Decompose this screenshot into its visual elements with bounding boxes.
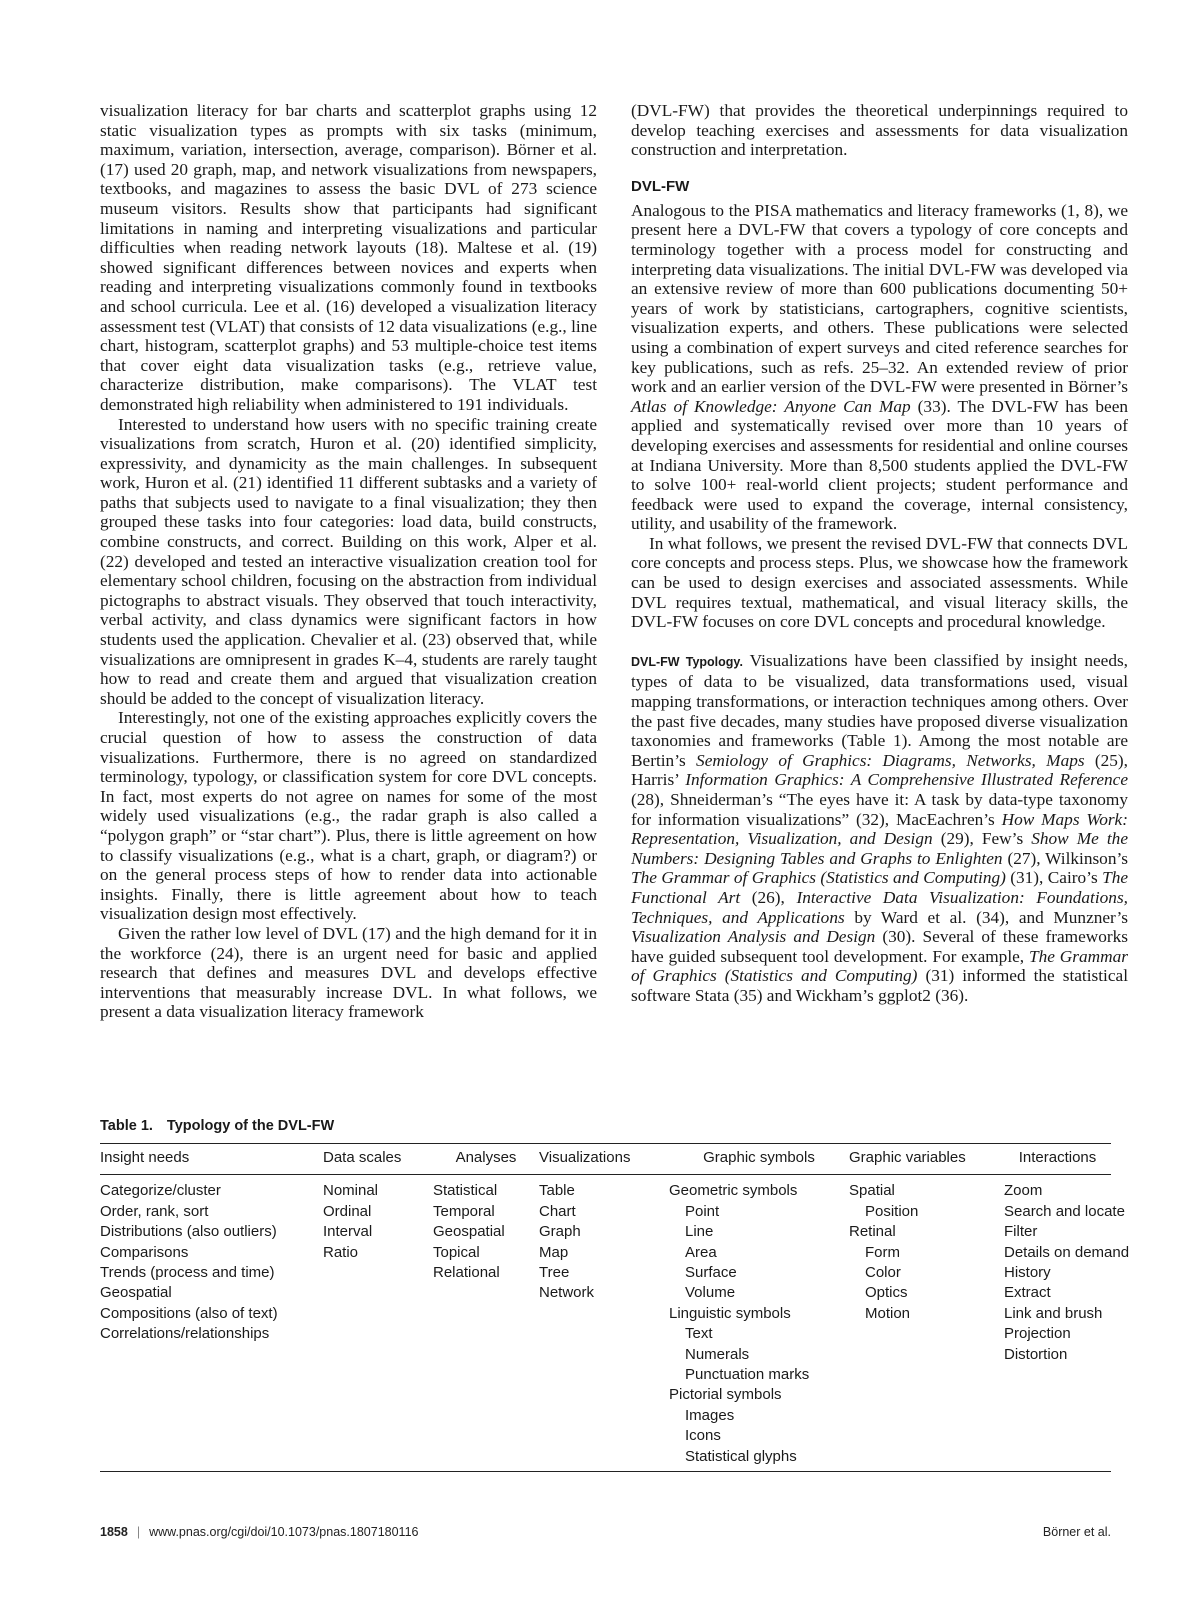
table-cell: Position xyxy=(865,1202,919,1220)
table-cell: Relational xyxy=(433,1264,500,1282)
table-cell: Temporal xyxy=(433,1202,495,1220)
typology-run-in-heading: DVL-FW Typology. xyxy=(631,654,743,669)
table-cell: Distributions (also outliers) xyxy=(100,1223,277,1241)
table-cell: Tree xyxy=(539,1264,570,1282)
header-visualizations: Visualizations xyxy=(539,1149,631,1166)
table-cell: Form xyxy=(865,1243,900,1261)
column-analyses xyxy=(433,1181,539,1467)
table-cell: Geometric symbols xyxy=(669,1182,798,1200)
table-cell: Order, rank, sort xyxy=(100,1202,209,1220)
column-graphic-symbols xyxy=(669,1181,849,1467)
right-column xyxy=(631,101,1128,1006)
table-cell: Map xyxy=(539,1243,569,1261)
table-cell: Spatial xyxy=(849,1182,895,1200)
table-cell: Color xyxy=(865,1264,901,1282)
table-cell: Linguistic symbols xyxy=(669,1304,791,1322)
table-caption xyxy=(100,1118,1111,1134)
table-cell: Trends (process and time) xyxy=(100,1264,275,1282)
table-cell: Ratio xyxy=(323,1243,359,1261)
table-cell: Pictorial symbols xyxy=(669,1386,782,1404)
page-number: 1858 xyxy=(100,1525,128,1539)
doi-link[interactable]: www.pnas.org/cgi/doi/10.1073/pnas.1807180116 xyxy=(149,1525,419,1539)
table-cell: Images xyxy=(685,1406,735,1424)
left-paragraph-3: Interestingly, not one of the existing approaches explicitly covers the crucial question of how to assess the construction of data visualizations. Furthermore, there is no agreed on standardized terminology, typology, or classification system for core DVL concepts. In fact, most experts do not agree on names for some of the most widely used visualizations (e.g., the radar graph is also called a “polygon graph” or “star chart”). Plus, there is little agreement on how to classify visualizations (e.g., what is a chart, graph, or diagram?) or on the general process steps of how to render data into actionable insights. Finally, there is little agreement about how to teach visualization design most effectively. xyxy=(100,708,597,924)
header-graphic-variables: Graphic variables xyxy=(849,1149,966,1166)
table-cell: Point xyxy=(685,1202,720,1220)
typology-paragraph: DVL-FW Typology. Visualizations have been classified by insight needs, types of data to be visualized, data transformations used, visual mapping transformations, or interaction techniques among others. Over the past five decades, many studies have proposed diverse visualization taxonomies and frameworks (Table 1). Among the most notable are Bertin’s Semiology of Graphics: Diagrams, Networks, Maps (25), Harris’ Information Graphics: A Comprehensive Illustrated Reference (28), Shneiderman’s “The eyes have it: A task by data-type taxonomy for information visualizations” (32), MacEachren’s How Maps Work: Representation, Visualization, and Design (29), Few’s Show Me the Numbers: Designing Tables and Graphs to Enlighten (27), Wilkinson’s The Grammar of Graphics (Statistics and Computing) (31), Cairo’s The Functional Art (26), Interactive Data Visualization: Foundations, Techniques, and Applications by Ward et al. (34), and Munzner’s Visualization Analysis and Design (30). Several of these frameworks have guided subsequent tool development. For example, The Grammar of Graphics (Statistics and Computing) (31) informed the statistical software Stata (35) and Wickham’s ggplot2 (36). xyxy=(631,650,1129,1005)
running-authors: Börner et al. xyxy=(1042,1525,1111,1539)
dvl-fw-paragraph-1: Analogous to the PISA mathematics and literacy frameworks (1, 8), we present here a DVL-FW that covers a typology of core concepts and terminology together with a process model for constructing and interpreting data visualizations. The initial DVL-FW was developed via an extensive review of more than 600 publications documenting 50+ years of work by statisticians, cartographers, cognitive scientists, visualization experts, and others. These publications were selected using a combination of expert surveys and cited reference searches for key publications, such as refs. 25–32. An extended review of prior work and an earlier version of the DVL-FW were presented in Börner’s Atlas of Knowledge: Anyone Can Map (33). The DVL-FW has been applied and systematically revised over more than 10 years of developing exercises and assessments for residential and online courses at Indiana University. More than 8,500 students applied the DVL-FW to solve 100+ real-world client projects; student performance and feedback were used to expand the coverage, internal consistency, utility, and usability of the framework. xyxy=(631,200,1129,534)
table-cell: Numerals xyxy=(685,1345,750,1363)
table-cell: Statistical glyphs xyxy=(685,1447,797,1465)
left-paragraph-2: Interested to understand how users with no specific training create visualizations from scratch, Huron et al. (20) identified simplicity, expressivity, and dynamicity as the main challenges. In subsequent work, Huron et al. (21) identified 11 different subtasks and a variety of paths that subjects used to navigate to a final visualization; they then grouped these tasks into four categories: load data, build constructs, combine constructs, and correct. Building on this work, Alper et al. (22) developed and tested an interactive visualization creation tool for elementary school children, focusing on the abstraction from individual pictographs to abstract visuals. They observed that touch interactivity, verbal activity, and class dynamics were significant factors in how students used the application. Chevalier et al. (23) observed that, while visualizations are omnipresent in grades K–4, students are rarely taught how to read and create them and argued that visualization creation should be added to the concept of visualization literacy. xyxy=(100,414,597,708)
section-heading-dvl-fw: DVL-FW xyxy=(631,177,690,195)
table-body xyxy=(100,1175,1130,1471)
left-paragraph-4: Given the rather low level of DVL (17) and the high demand for it in the workforce (24), there is an urgent need for basic and applied research that defines and measures DVL and develops effective interventions that measurably increase DVL. In what follows, we present a data visualization literacy framework xyxy=(100,923,597,1022)
table-cell: Motion xyxy=(865,1304,911,1322)
table-cell: Graph xyxy=(539,1223,581,1241)
table-cell: Table xyxy=(539,1182,575,1200)
table-cell: Area xyxy=(685,1243,717,1261)
table-cell: Chart xyxy=(539,1202,576,1220)
table-cell: Ordinal xyxy=(323,1202,372,1220)
table-cell: History xyxy=(1004,1264,1051,1282)
table-cell: Network xyxy=(539,1284,595,1302)
table-cell: Geospatial xyxy=(100,1284,172,1302)
left-paragraph-1: visualization literacy for bar charts and scatterplot graphs using 12 static visualization types as prompts with six tasks (minimum, maximum, variation, intersection, average, comparison). Börner et al. (17) used 20 graph, map, and network visualizations from newspapers, textbooks, and magazines to assess the basic DVL of 273 science museum visitors. Results show that participants had significant limitations in naming and interpreting visualizations and particular difficulties when reading network layouts (18). Maltese et al. (19) showed significant differences between novices and experts when reading and interpreting visualizations commonly found in textbooks and school curricula. Lee et al. (16) developed a visualization literacy assessment test (VLAT) that consists of 12 data visualizations (e.g., line chart, histogram, scatterplot graphs) and 53 multiple-choice test items that cover eight data visualization tasks (e.g., retrieve value, characterize distribution, make comparisons). The VLAT test demonstrated high reliability when administered to 191 individuals. xyxy=(100,101,597,414)
table-cell: Filter xyxy=(1004,1223,1038,1241)
header-data-scales: Data scales xyxy=(323,1149,402,1166)
table-cell: Compositions (also of text) xyxy=(100,1304,278,1322)
right-intro-paragraph: (DVL-FW) that provides the theoretical underpinnings required to develop teaching exercises and assessments for data visualization construction and interpretation. xyxy=(631,101,1128,160)
table-cell: Surface xyxy=(685,1264,737,1282)
table-cell: Volume xyxy=(685,1284,736,1302)
table-cell: Topical xyxy=(433,1243,480,1261)
footer-separator: | xyxy=(136,1525,141,1539)
table-cell: Search and locate xyxy=(1004,1202,1125,1220)
table-cell: Geospatial xyxy=(433,1223,505,1241)
table-cell: Retinal xyxy=(849,1223,896,1241)
column-insight-needs xyxy=(100,1181,323,1467)
table-cell: Optics xyxy=(865,1284,908,1302)
column-data-scales xyxy=(323,1181,433,1467)
header-analyses: Analyses xyxy=(455,1149,517,1166)
header-insight-needs: Insight needs xyxy=(100,1149,190,1166)
table-cell: Distortion xyxy=(1004,1345,1068,1363)
column-graphic-variables xyxy=(849,1181,1004,1467)
left-column xyxy=(100,101,597,1022)
table-cell: Extract xyxy=(1004,1284,1051,1302)
header-interactions: Interactions xyxy=(1018,1149,1097,1166)
table-cell: Zoom xyxy=(1004,1182,1043,1200)
table-title: Typology of the DVL-FW xyxy=(166,1118,335,1134)
header-graphic-symbols: Graphic symbols xyxy=(703,1149,815,1166)
table-bottom-rule xyxy=(100,1471,1111,1472)
table-cell: Nominal xyxy=(323,1182,379,1200)
column-visualizations xyxy=(539,1181,669,1467)
typology-table xyxy=(100,1118,1130,1472)
table-cell: Statistical xyxy=(433,1182,498,1200)
table-cell: Details on demand xyxy=(1004,1243,1130,1261)
table-cell: Link and brush xyxy=(1004,1304,1103,1322)
column-interactions xyxy=(1004,1181,1130,1467)
table-header-row xyxy=(100,1144,1111,1174)
page-footer xyxy=(100,1525,1111,1539)
table-cell: Interval xyxy=(323,1223,373,1241)
dvl-fw-paragraph-2: In what follows, we present the revised DVL-FW that connects DVL core concepts and process steps. Plus, we showcase how the framework can be used to design exercises and associated assessments. While DVL requires textual, mathematical, and visual literacy skills, the DVL-FW focuses on core DVL concepts and procedural knowledge. xyxy=(631,533,1128,632)
table-cell: Punctuation marks xyxy=(685,1366,810,1384)
table-cell: Icons xyxy=(685,1427,721,1445)
table-cell: Text xyxy=(685,1325,713,1343)
table-cell: Comparisons xyxy=(100,1243,189,1261)
table-cell: Line xyxy=(685,1223,714,1241)
table-cell: Projection xyxy=(1004,1325,1071,1343)
table-cell: Correlations/relationships xyxy=(100,1325,270,1343)
table-label: Table 1. xyxy=(100,1118,153,1134)
table-cell: Categorize/cluster xyxy=(100,1182,221,1200)
